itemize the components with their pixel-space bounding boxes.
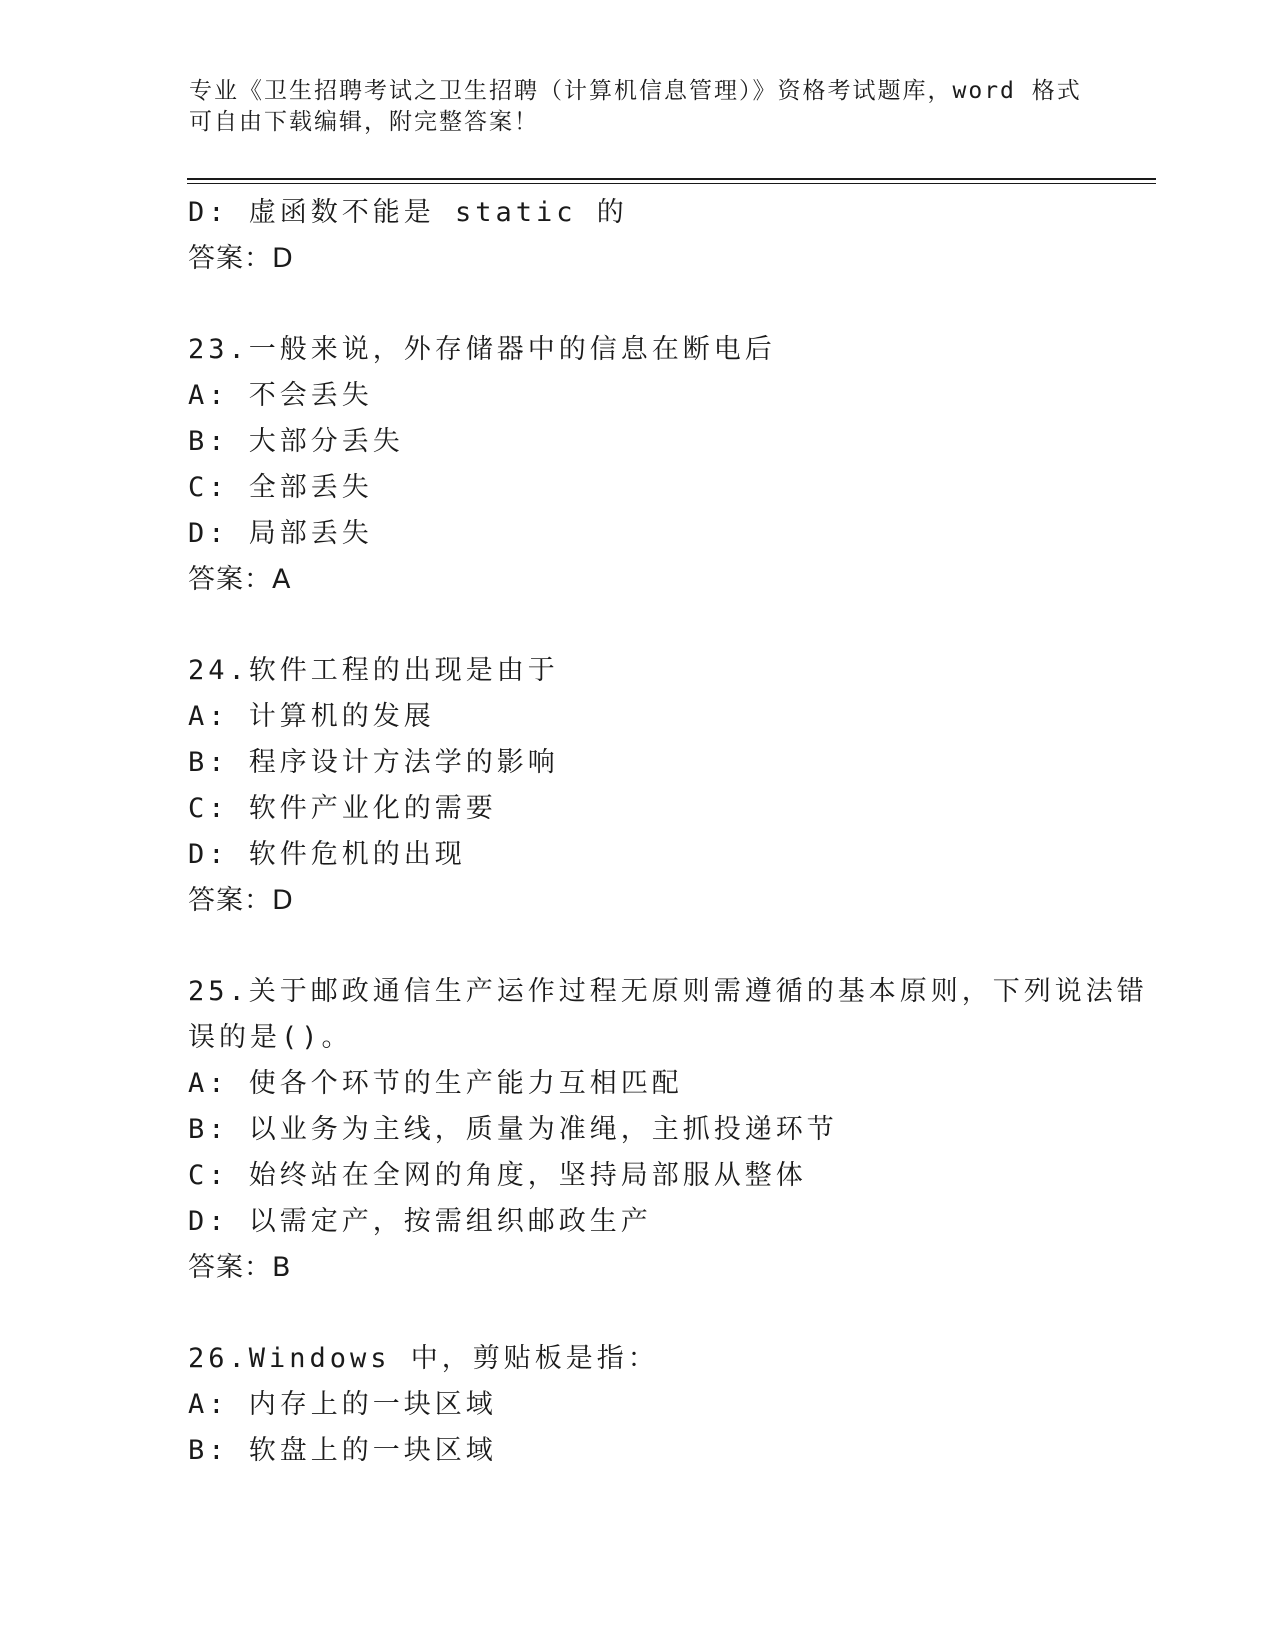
question-stem-line-1: 25.关于邮政通信生产运作过程无原则需遵循的基本原则，下列说法错 [188, 976, 1148, 1007]
option-c: C: 全部丢失 [188, 472, 373, 503]
option-b: B: 以业务为主线，质量为准绳，主抓投递环节 [188, 1114, 838, 1145]
answer-line: 答案：A [188, 564, 292, 595]
header-title-line-2: 可自由下载编辑，附完整答案！ [189, 109, 539, 135]
option-d: D: 虚函数不能是 static 的 [188, 197, 628, 228]
header-title-line-1: 专业《卫生招聘考试之卫生招聘（计算机信息管理）》资格考试题库，word 格式 [189, 78, 1082, 104]
option-a: A: 使各个环节的生产能力互相匹配 [188, 1068, 683, 1099]
spacer [188, 1291, 1088, 1336]
spacer [188, 603, 1088, 648]
question-stem-line-2: 误的是()。 [188, 1022, 353, 1053]
option-d: D: 局部丢失 [188, 518, 373, 549]
option-a: A: 内存上的一块区域 [188, 1389, 497, 1420]
spacer [188, 282, 1088, 327]
option-d: D: 以需定产，按需组织邮政生产 [188, 1206, 652, 1237]
option-a: A: 计算机的发展 [188, 701, 435, 732]
option-c: C: 始终站在全网的角度，坚持局部服从整体 [188, 1160, 807, 1191]
header-divider-thick [187, 178, 1156, 180]
option-c: C: 软件产业化的需要 [188, 793, 497, 824]
question-stem: 26.Windows 中，剪贴板是指： [188, 1343, 659, 1374]
document-header [189, 76, 1089, 138]
option-d: D: 软件危机的出现 [188, 839, 466, 870]
carryover-question-block [188, 190, 1088, 282]
question-stem: 23.一般来说，外存储器中的信息在断电后 [188, 334, 776, 365]
header-divider-thin [187, 183, 1156, 184]
question-25 [188, 969, 1148, 1291]
answer-line: 答案：D [188, 885, 294, 916]
question-24 [188, 648, 1088, 924]
spacer [188, 924, 1088, 969]
option-a: A: 不会丢失 [188, 380, 373, 411]
answer-line: 答案：D [188, 243, 294, 274]
option-b: B: 软盘上的一块区域 [188, 1435, 497, 1466]
option-b: B: 程序设计方法学的影响 [188, 747, 559, 778]
answer-line: 答案：B [188, 1252, 292, 1283]
question-stem: 24.软件工程的出现是由于 [188, 655, 559, 686]
question-23 [188, 327, 1088, 603]
option-b: B: 大部分丢失 [188, 426, 404, 457]
question-26 [188, 1336, 1088, 1474]
question-list [188, 190, 1148, 1474]
